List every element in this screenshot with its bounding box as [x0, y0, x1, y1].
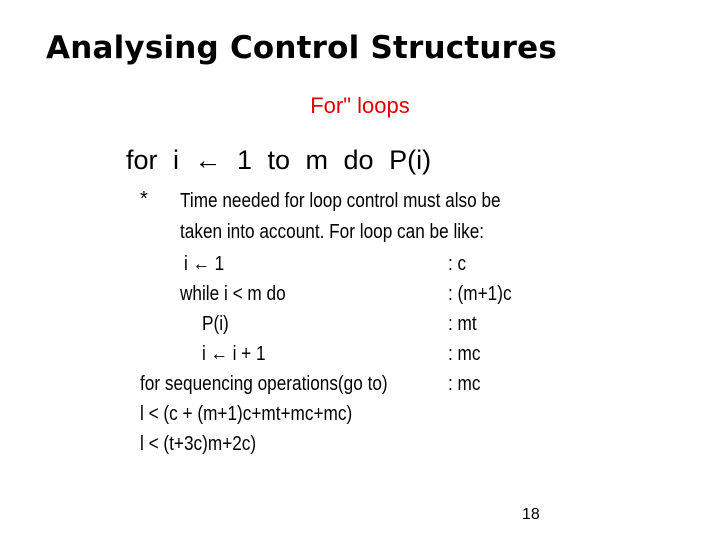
description-line-1: Time needed for loop control must also be	[180, 190, 501, 212]
cost-init: : c	[448, 253, 467, 275]
slide-title: Analysing Control Structures	[46, 30, 558, 66]
loop-header: for i ← 1 to m do P(i)	[126, 145, 432, 175]
bullet-marker: *	[140, 188, 148, 210]
cost-while: : (m+1)c	[448, 283, 512, 305]
sequencing-label: for sequencing operations(go to)	[140, 373, 388, 395]
slide-subtitle: For" loops	[310, 93, 410, 118]
code-line-while: while i < m do	[180, 283, 286, 305]
page-number: 18	[522, 506, 540, 523]
code-line-call: P(i)	[202, 313, 229, 335]
code-line-init: i ← 1	[184, 253, 225, 275]
code-line-increment: i ← i + 1	[202, 343, 266, 365]
description-line-2: taken into account. For loop can be like:	[180, 221, 485, 243]
bound-line-1: l < (c + (m+1)c+mt+mc+mc)	[140, 403, 353, 425]
cost-sequencing: : mc	[448, 373, 481, 395]
bound-line-2: l < (t+3c)m+2c)	[140, 433, 257, 455]
cost-increment: : mc	[448, 343, 481, 365]
cost-call: : mt	[448, 313, 477, 335]
